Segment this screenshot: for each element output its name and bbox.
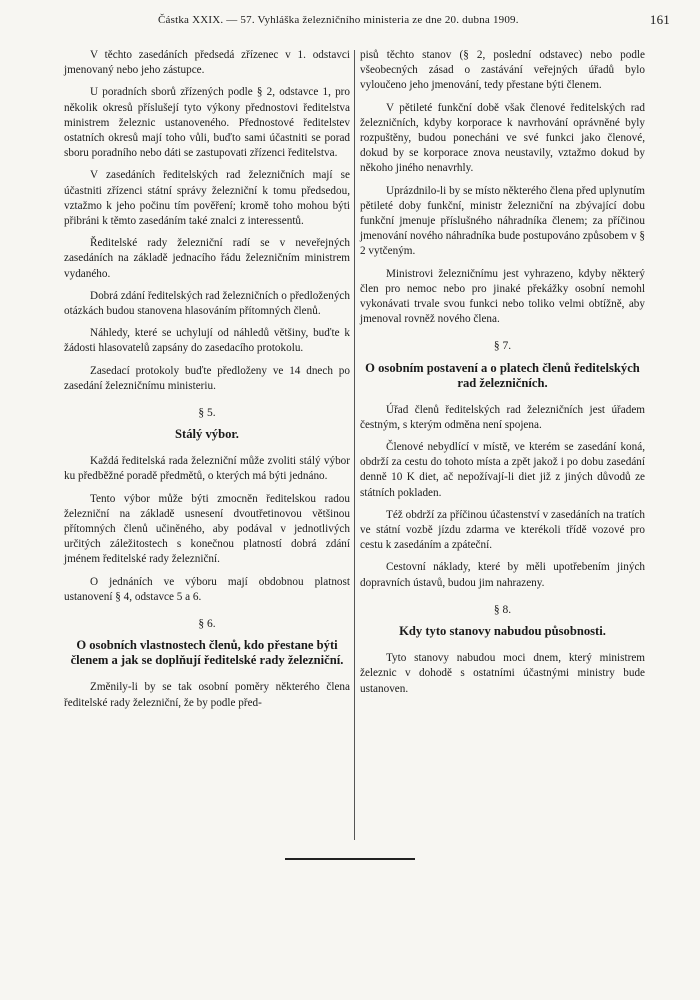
paragraph: Tento výbor může býti zmocněn ředitelskou radou železniční na základě usnesení dvoutřetinovou většinou přítomných členů učiněného, aby podával v jednotlivých určitých záležitostech s konečnou platností dobrá zdání jménem ředitelské rady železniční.: [64, 492, 350, 566]
paragraph: Tyto stanovy nabudou moci dnem, který ministrem železnic v dohodě s ostatními účastnými ministry bude ustanoven.: [360, 652, 645, 695]
left-column: [64, 48, 350, 718]
paragraph: Každá ředitelská rada železniční může zvoliti stálý výbor ku předběžné poradě předmětů, o kterých má býti jednáno.: [64, 455, 350, 483]
paragraph: Zasedací protokoly buďte předloženy ve 14 dnech po zasedání železničnímu ministeriu.: [64, 364, 350, 392]
paragraph: Dobrá zdání ředitelských rad železničních o předložených otázkách budou stanovena hlasováním přítomných členů.: [64, 289, 350, 318]
paragraph: Též obdrží za příčinou účastenství v zasedáních na tratích ve státní vozbě jízdu zdarma ve kterékoli třídě vozové pro cestu k zasedáním a zpáteční.: [360, 508, 645, 552]
section-number: § 8.: [493, 603, 512, 616]
paragraph: pisů těchto stanov (§ 2, poslední odstavec) nebo podle všeobecných zásad o zastávání veřejných úřadů bylo vyloučeno jeho jmenování, tedy přestane býti členem.: [360, 49, 645, 92]
paragraph: Cestovní náklady, které by měli upotřebením jiných dopravních ústavů, budou jim nahrazeny.: [360, 561, 645, 589]
section-heading: Kdy tyto stanovy nabudou působnosti.: [399, 624, 606, 639]
page-number: 161: [649, 12, 670, 27]
paragraph: Členové nebydlící v místě, ve kterém se zasedání koná, obdrží za cestu do tohoto místa a zpět jakož i po dobu zasedání denně 10 K diet, ač nepožívají-li diet již z jiných důvodů ze státních pokladen.: [360, 441, 645, 499]
section-heading: O osobních vlastnostech členů, kdo přestane býti členem a jak se doplňují ředitelské rady železniční.: [70, 638, 344, 668]
page-header: [60, 12, 670, 30]
section-heading: O osobním postavení a o platech členů ředitelských rad železničních.: [365, 360, 640, 390]
paragraph: Náhledy, které se uchylují od náhledů většiny, buďte k žádosti hlasovatelů zapsány do zasedacího protokolu.: [64, 327, 350, 355]
section-number: § 5.: [198, 407, 216, 420]
end-rule: [285, 858, 415, 860]
paragraph: Úřad členů ředitelských rad železničních jest úřadem čestným, s kterým odměna není spojena.: [360, 403, 645, 431]
paragraph: V pětileté funkční době však členové ředitelských rad železničních, kdyby korporace k navrhování oprávněné byly rozpuštěny, budou ponecháni ve své funkci jako členové, dokud by se korporace znova neustavily, vztažmo dokud by někoho jiného nenavrhly.: [360, 101, 645, 175]
paragraph: V zasedáních ředitelských rad železničních mají se účastniti zřízenci státní správy železniční k tomu předsedou, vztažmo k jeho počinu tím pověření; kromě toho mohou býti přibráni k těmto zasedáním také znalci z interessentů.: [64, 169, 350, 228]
section-number: § 6.: [198, 618, 216, 631]
paragraph: Ředitelské rady železniční radí se v neveřejných zasedáních na základě jednacího řádu železničním ministrem vydaného.: [64, 237, 350, 280]
section-number: § 7.: [493, 340, 512, 353]
paragraph: Uprázdnilo-li by se místo některého člena před uplynutím pětileté doby funkční, ministr železniční na zbývající dobu funkční jmenuje příslušného náhradníka členem; za příčinou jmenování nového náhradníka bude postupováno způsobem v § 2 vytčeným.: [360, 184, 645, 258]
section-heading: Stálý výbor.: [175, 427, 239, 442]
paragraph: Změnily-li by se tak osobní poměry některého člena ředitelské rady železniční, že by podle před-: [64, 681, 350, 709]
paragraph: O jednáních ve výboru mají obdobnou platnost ustanovení § 4, odstavce 5 a 6.: [64, 575, 350, 603]
paragraph: Ministrovi železničnímu jest vyhrazeno, kdyby některý člen pro nemoc nebo pro jinaké překážky osobní nemohl vykonávati trvale svou funkci nebo toliko velmi obtížně, aby jmenoval rovněž nového člena.: [360, 267, 645, 326]
paragraph: V těchto zasedáních předsedá zřízenec v 1. odstavci jmenovaný nebo jeho zástupce.: [64, 49, 350, 77]
paragraph: U poradních sborů zřízených podle § 2, odstavce 1, pro několik okresů příslušejí tyto výkony přednostovi ředitelstva ministrem železnic ustanoveného. Přednostové ředitelstev ostatních okresů mají toho vůli, buďto sami účastniti se porad sboru poradního nebo dáti se zastupovati zřízenci ředitelstva.: [64, 86, 350, 160]
right-column: [360, 48, 645, 704]
running-title: Částka XXIX. — 57. Vyhláška železničního ministeria ze dne 20. dubna 1909.: [158, 14, 519, 26]
column-divider: [354, 50, 355, 840]
